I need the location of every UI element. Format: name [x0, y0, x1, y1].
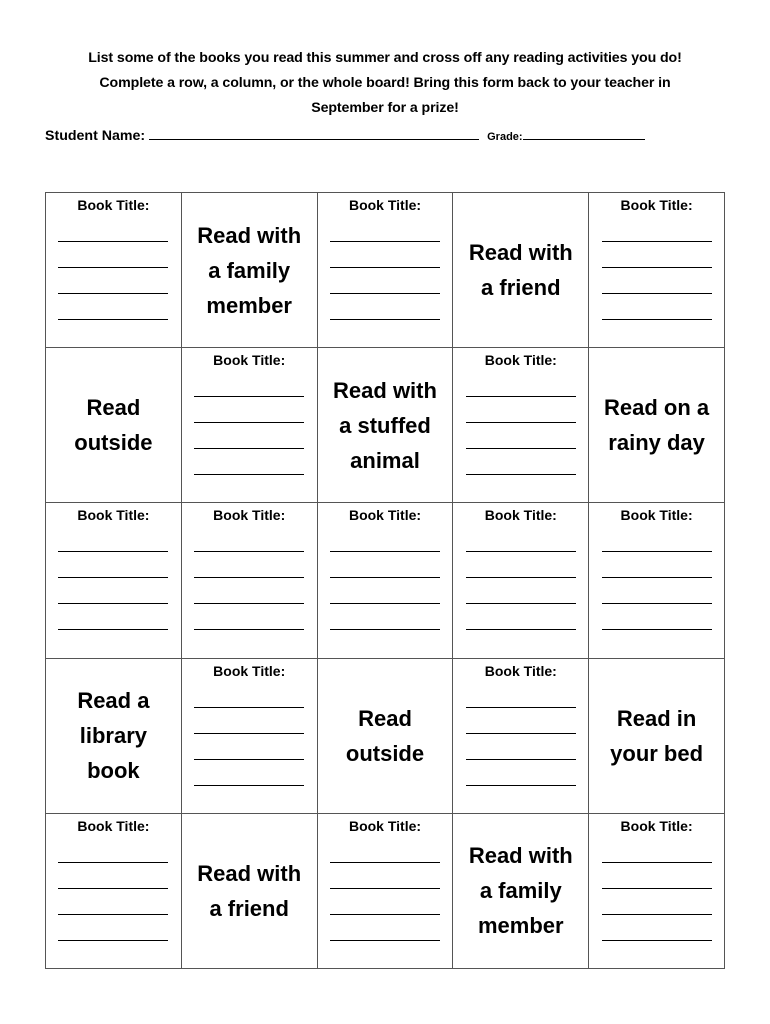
activity-text: Read on a rainy day [604, 395, 710, 456]
student-info-row [45, 128, 645, 154]
write-line[interactable] [330, 862, 440, 889]
write-line[interactable] [466, 577, 576, 604]
write-line[interactable] [602, 862, 712, 889]
grade-field[interactable] [523, 132, 645, 140]
book-title-label: Book Title: [348, 817, 422, 834]
book-title-cell[interactable] [46, 193, 182, 348]
book-title-cell[interactable] [182, 503, 318, 658]
write-line[interactable] [466, 396, 576, 423]
write-line[interactable] [330, 267, 440, 294]
grade-label: Grade: [487, 131, 523, 143]
book-title-label: Book Title: [620, 197, 693, 213]
write-line[interactable] [194, 448, 304, 475]
write-line[interactable] [330, 241, 440, 268]
activity-cell[interactable] [318, 348, 454, 503]
instructions-line-3: September for a prize! [311, 100, 459, 116]
activity-text: Read outside [345, 705, 425, 766]
write-line[interactable] [58, 551, 168, 578]
activity-cell[interactable] [453, 193, 589, 348]
write-line[interactable] [194, 422, 304, 449]
book-title-write-lines[interactable] [194, 534, 304, 630]
write-line[interactable] [194, 379, 304, 397]
book-title-label: Book Title: [77, 507, 150, 524]
write-line[interactable] [466, 759, 576, 786]
write-line[interactable] [58, 888, 168, 915]
write-line[interactable] [194, 577, 304, 604]
write-line[interactable] [58, 845, 168, 863]
write-line[interactable] [330, 888, 440, 915]
write-line[interactable] [602, 551, 712, 578]
activity-text: Read with a family member [468, 843, 573, 939]
write-line[interactable] [58, 577, 168, 604]
book-title-write-lines[interactable] [602, 845, 712, 941]
activity-cell[interactable] [589, 659, 725, 814]
write-line[interactable] [58, 293, 168, 320]
activity-text: Read with a friend [197, 860, 302, 921]
book-title-label: Book Title: [484, 662, 557, 679]
instructions-line-1: List some of the books you read this summer and cross off any reading activities you do! [88, 50, 682, 66]
write-line[interactable] [58, 603, 168, 630]
write-line[interactable] [194, 396, 304, 423]
book-title-write-lines[interactable] [602, 534, 712, 630]
book-title-write-lines[interactable] [194, 690, 304, 786]
write-line[interactable] [466, 690, 576, 708]
book-title-label: Book Title: [213, 507, 286, 524]
write-line[interactable] [602, 603, 712, 630]
write-line[interactable] [58, 224, 168, 242]
instructions [30, 46, 740, 121]
bingo-board [45, 192, 725, 969]
book-title-cell[interactable] [318, 814, 454, 969]
book-title-label: Book Title: [620, 507, 693, 524]
activity-text: Read with a family member [197, 222, 302, 318]
activity-text: Read a library book [77, 688, 150, 784]
activity-cell[interactable] [46, 659, 182, 814]
book-title-write-lines[interactable] [58, 845, 168, 941]
write-line[interactable] [466, 448, 576, 475]
write-line[interactable] [330, 914, 440, 941]
book-title-cell[interactable] [182, 348, 318, 503]
write-line[interactable] [194, 603, 304, 630]
activity-text: Read with a stuffed animal [333, 377, 437, 473]
write-line[interactable] [602, 845, 712, 863]
write-line[interactable] [602, 914, 712, 941]
book-title-write-lines[interactable] [466, 690, 576, 786]
write-line[interactable] [58, 267, 168, 294]
write-line[interactable] [602, 577, 712, 604]
write-line[interactable] [194, 733, 304, 760]
write-line[interactable] [58, 914, 168, 941]
write-line[interactable] [58, 534, 168, 552]
write-line[interactable] [466, 707, 576, 734]
book-title-label: Book Title: [77, 197, 150, 213]
book-title-label: Book Title: [348, 197, 422, 213]
write-line[interactable] [330, 577, 440, 604]
write-line[interactable] [330, 534, 440, 552]
write-line[interactable] [330, 224, 440, 242]
write-line[interactable] [194, 690, 304, 708]
book-title-cell[interactable] [589, 503, 725, 658]
write-line[interactable] [194, 707, 304, 734]
write-line[interactable] [602, 293, 712, 320]
book-title-write-lines[interactable] [330, 845, 440, 941]
book-title-write-lines[interactable] [58, 534, 168, 630]
write-line[interactable] [466, 422, 576, 449]
book-title-cell[interactable] [46, 503, 182, 658]
write-line[interactable] [330, 603, 440, 630]
write-line[interactable] [330, 293, 440, 320]
activity-text: Read in your bed [610, 705, 704, 766]
student-name-field[interactable] [149, 130, 479, 140]
activity-cell[interactable] [453, 814, 589, 969]
write-line[interactable] [602, 241, 712, 268]
book-title-cell[interactable] [182, 659, 318, 814]
book-title-write-lines[interactable] [58, 224, 168, 320]
write-line[interactable] [58, 862, 168, 889]
book-title-write-lines[interactable] [330, 224, 440, 320]
write-line[interactable] [602, 267, 712, 294]
book-title-write-lines[interactable] [330, 534, 440, 630]
book-title-label: Book Title: [213, 662, 286, 679]
book-title-cell[interactable] [589, 814, 725, 969]
book-title-cell[interactable] [453, 503, 589, 658]
write-line[interactable] [330, 845, 440, 863]
book-title-cell[interactable] [589, 193, 725, 348]
book-title-write-lines[interactable] [194, 379, 304, 475]
book-title-cell[interactable] [318, 503, 454, 658]
book-title-cell[interactable] [318, 193, 454, 348]
book-title-label: Book Title: [484, 507, 557, 524]
write-line[interactable] [330, 551, 440, 578]
activity-cell[interactable] [182, 814, 318, 969]
write-line[interactable] [602, 888, 712, 915]
book-title-cell[interactable] [453, 659, 589, 814]
activity-text: Read with a friend [468, 240, 573, 301]
activity-cell[interactable] [589, 348, 725, 503]
activity-cell[interactable] [318, 659, 454, 814]
activity-cell[interactable] [182, 193, 318, 348]
write-line[interactable] [58, 241, 168, 268]
write-line[interactable] [466, 551, 576, 578]
write-line[interactable] [194, 759, 304, 786]
write-line[interactable] [194, 551, 304, 578]
book-title-label: Book Title: [620, 817, 693, 834]
write-line[interactable] [466, 603, 576, 630]
book-title-write-lines[interactable] [602, 224, 712, 320]
activity-text: Read outside [74, 395, 153, 456]
student-name-label: Student Name: [45, 128, 146, 144]
write-line[interactable] [466, 534, 576, 552]
write-line[interactable] [194, 534, 304, 552]
write-line[interactable] [602, 534, 712, 552]
book-title-write-lines[interactable] [466, 534, 576, 630]
book-title-label: Book Title: [484, 352, 557, 369]
write-line[interactable] [466, 379, 576, 397]
book-title-write-lines[interactable] [466, 379, 576, 475]
write-line[interactable] [602, 224, 712, 242]
book-title-label: Book Title: [213, 352, 286, 369]
write-line[interactable] [466, 733, 576, 760]
book-title-label: Book Title: [348, 507, 422, 524]
book-title-cell[interactable] [46, 814, 182, 969]
book-title-cell[interactable] [453, 348, 589, 503]
book-title-label: Book Title: [77, 817, 150, 834]
activity-cell[interactable] [46, 348, 182, 503]
instructions-line-2: Complete a row, a column, or the whole board! Bring this form back to your teacher in [99, 75, 671, 91]
